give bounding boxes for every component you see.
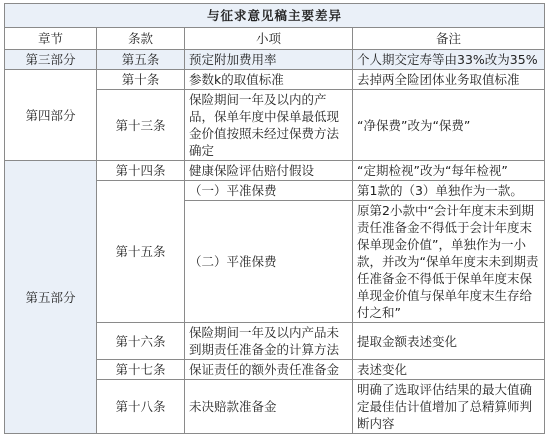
article-cell: 第十八条 <box>97 380 185 434</box>
item-cell: 保证责任的额外责任准备金 <box>185 360 353 380</box>
article-cell: 第十五条 <box>97 181 185 323</box>
section-cell: 第五部分 <box>5 161 97 434</box>
article-cell: 第十四条 <box>97 161 185 181</box>
note-cell: 第1款的（3）单独作为一款。 <box>353 181 545 201</box>
section-cell: 第四部分 <box>5 70 97 161</box>
note-cell: 去掉两全险团体业务取值标准 <box>353 70 545 90</box>
header-item: 小项 <box>185 28 353 50</box>
item-cell: （二）平准保费 <box>185 201 353 323</box>
table-row <box>5 50 545 70</box>
header-note: 备注 <box>353 28 545 50</box>
note-cell: 原第2小款中“会计年度末未到期责任准备金不得低于会计年度末保单现金价值”，单独作为一小款，并改为“保单年度末未到期责任准备金不得低于保单年度末保单现金价值与保单年度末生存给付之和” <box>353 201 545 323</box>
item-cell: （一）平准保费 <box>185 181 353 201</box>
article-cell: 第十条 <box>97 70 185 90</box>
section-cell: 第三部分 <box>5 50 97 70</box>
item-cell: 未决赔款准备金 <box>185 380 353 434</box>
header-chapter: 章节 <box>5 28 97 50</box>
note-cell: 提取金额表述变化 <box>353 323 545 360</box>
article-cell: 第十六条 <box>97 323 185 360</box>
table-title: 与征求意见稿主要差异 <box>5 4 545 28</box>
note-cell: 明确了选取评估结果的最大值确定最佳估计值增加了总精算师判断内容 <box>353 380 545 434</box>
table-row <box>5 161 545 181</box>
item-cell: 预定附加费用率 <box>185 50 353 70</box>
article-cell: 第五条 <box>97 50 185 70</box>
article-cell: 第十三条 <box>97 90 185 161</box>
table-row <box>5 70 545 90</box>
item-cell: 保险期间一年及以内产品未到期责任准备金的计算方法 <box>185 323 353 360</box>
header-article: 条款 <box>97 28 185 50</box>
note-cell: 个人期交定寿等由33%改为35% <box>353 50 545 70</box>
note-cell: “净保费”改为“保费” <box>353 90 545 161</box>
article-cell: 第十七条 <box>97 360 185 380</box>
note-cell: “定期检视”改为“每年检视” <box>353 161 545 181</box>
differences-table <box>4 3 545 434</box>
item-cell: 参数k的取值标准 <box>185 70 353 90</box>
item-cell: 保险期间一年及以内的产品，保单年度中保单最低现金价值按照未经过保费方法确定 <box>185 90 353 161</box>
item-cell: 健康保险评估赔付假设 <box>185 161 353 181</box>
note-cell: 表述变化 <box>353 360 545 380</box>
